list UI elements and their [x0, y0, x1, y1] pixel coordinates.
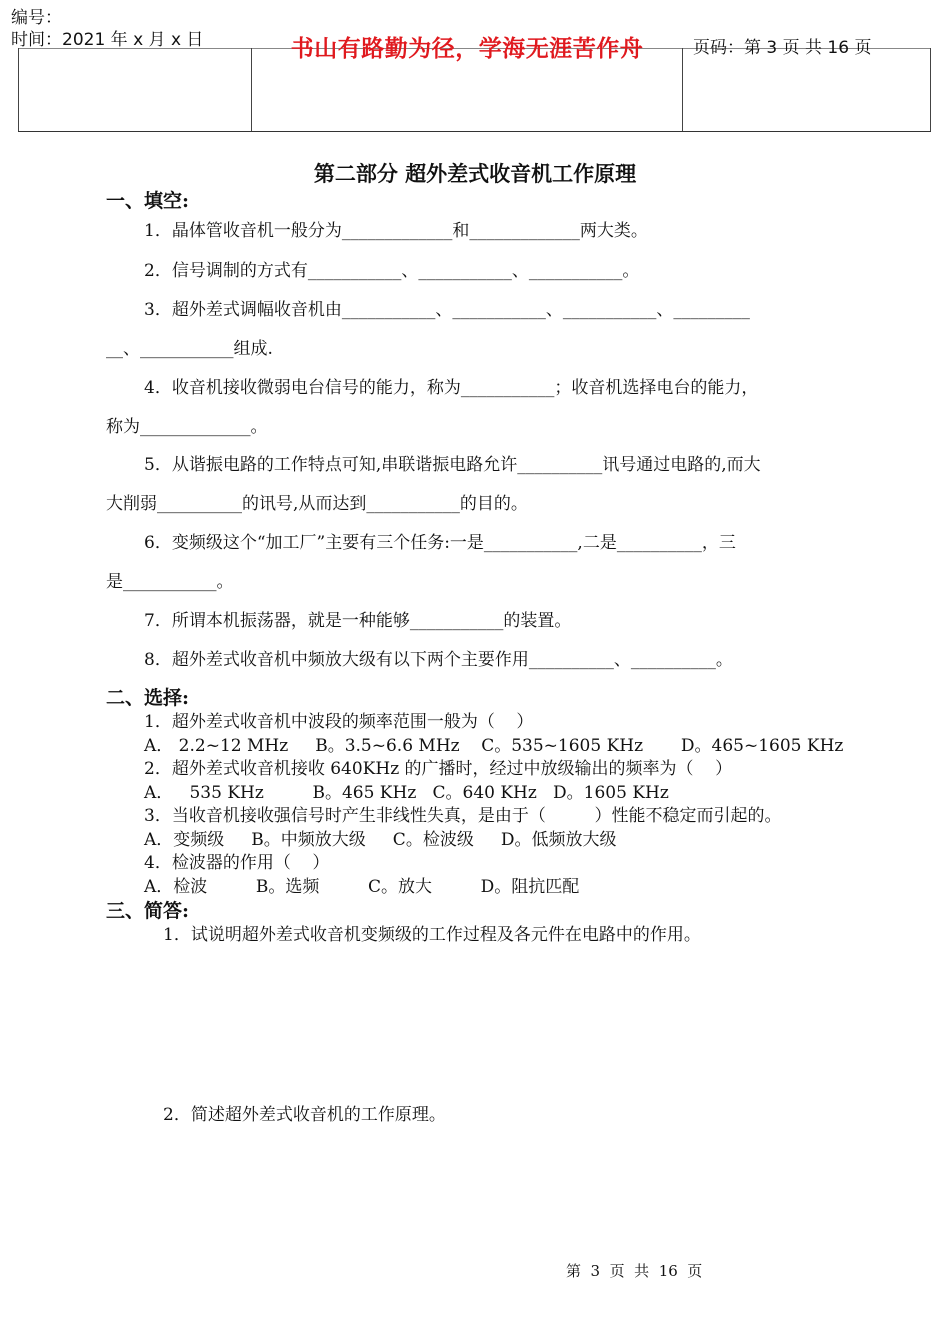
time-label: 时间：2021 年 x 月 x 日 [11, 30, 204, 50]
choice-options-1: A． 2.2~12 MHz B。3.5~6.6 MHz C。535~1605 KHz D。465~1605 KHz [144, 736, 844, 756]
choice-options-4: A．检波 B。选频 C。放大 D。阻抗匹配 [144, 877, 580, 897]
choice-question-4: 4．检波器的作用（ ） [144, 853, 330, 873]
fill-question-1: 1．晶体管收音机一般分为_____________和_____________两大类。 [144, 221, 648, 241]
answer-question-2: 2．简述超外差式收音机的工作原理。 [163, 1105, 446, 1125]
fill-question-3: 3．超外差式调幅收音机由___________、___________、___________、_________ [144, 300, 750, 320]
header-meta [11, 7, 203, 51]
header-divider-right [930, 48, 931, 131]
fill-question-4-cont: 称为_____________。 [106, 417, 268, 437]
choice-options-2: A． 535 KHz B。465 KHz C。640 KHz D。1605 KHz [144, 783, 669, 803]
fill-question-6-cont: 是___________。 [106, 572, 234, 592]
page-footer: 第 3 页 共 16 页 [566, 1262, 703, 1280]
answer-question-1: 1．试说明超外差式收音机变频级的工作过程及各元件在电路中的作用。 [163, 925, 701, 945]
section-answer-heading: 三、简答: [106, 900, 190, 922]
choice-options-3: A．变频级 B。中频放大级 C。检波级 D。低频放大级 [144, 830, 617, 850]
page-title: 第二部分 超外差式收音机工作原理 [313, 161, 637, 186]
fill-question-2: 2．信号调制的方式有___________、___________、___________。 [144, 261, 640, 281]
header-divider-2 [682, 48, 683, 131]
header-motto: 书山有路勤为径，学海无涯苦作舟 [290, 36, 644, 62]
fill-question-6: 6．变频级这个“加工厂”主要有三个任务:一是___________,二是__________，三 [144, 533, 736, 553]
fill-question-3-cont: __、___________组成. [106, 339, 273, 359]
fill-question-5: 5．从谐振电路的工作特点可知,串联谐振电路允许__________讯号通过电路的,而大 [144, 455, 761, 475]
choice-question-1: 1．超外差式收音机中波段的频率范围一般为（ ） [144, 712, 534, 732]
fill-question-4: 4．收音机接收微弱电台信号的能力，称为___________；收音机选择电台的能力， [144, 378, 759, 398]
number-label: 编号： [11, 8, 62, 28]
fill-question-8: 8．超外差式收音机中频放大级有以下两个主要作用__________、__________。 [144, 650, 733, 670]
choice-question-3: 3．当收音机接收强信号时产生非线性失真，是由于（ ）性能不稳定而引起的。 [144, 806, 782, 826]
section-fill-heading: 一、填空: [106, 190, 190, 212]
header-page-info: 页码：第 3 页 共 16 页 [693, 38, 872, 58]
header-divider-left [18, 48, 19, 131]
section-choice-heading: 二、选择: [106, 687, 190, 709]
choice-question-2: 2．超外差式收音机接收 640KHz 的广播时，经过中放级输出的频率为（ ） [144, 759, 733, 779]
fill-question-7: 7．所谓本机振荡器，就是一种能够___________的装置。 [144, 611, 572, 631]
fill-question-5-cont: 大削弱__________的讯号,从而达到___________的目的。 [106, 494, 528, 514]
